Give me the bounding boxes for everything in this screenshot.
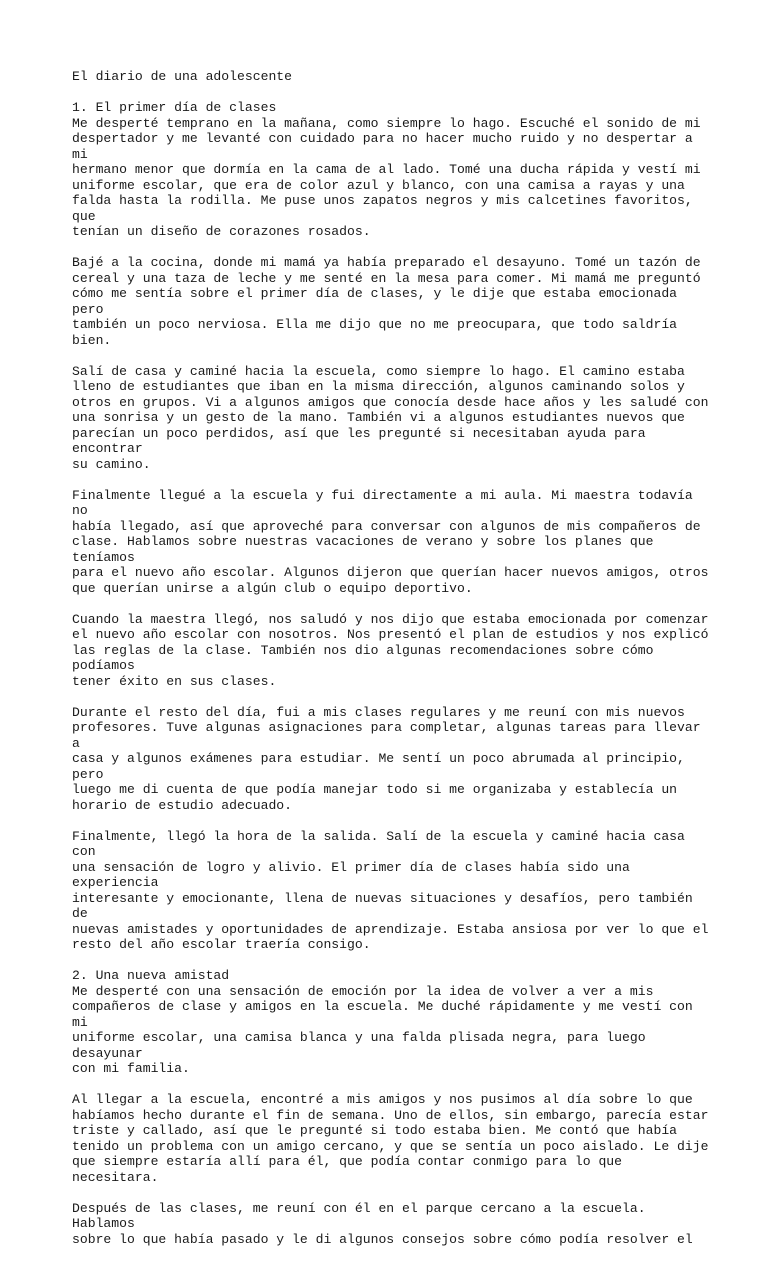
section-heading: 2. Una nueva amistad bbox=[72, 968, 230, 983]
paragraph: Finalmente llegué a la escuela y fui directamente a mi aula. Mi maestra todavía no había llegado, así que aproveché para conversar con algunos de mis compañeros de clase. Hablamos sobre nuestras vacaciones de verano y sobre los planes que teníamos para el nuevo año escolar. Algunos dijeron que querían hacer nuevos amigos, otros que querían unirse a algún club o equipo deportivo. bbox=[72, 487, 709, 596]
paragraph: Después de las clases, me reuní con él en el parque cercano a la escuela. Hablamos sobre lo que había pasado y le di algunos consejos sobre cómo podía resolver el bbox=[72, 1200, 693, 1247]
paragraph: Finalmente, llegó la hora de la salida. Salí de la escuela y caminé hacia casa con una sensación de logro y alivio. El primer día de clases había sido una experiencia interesante y emocionante, llena de nuevas situaciones y desafíos, pero también de nuevas amistades y oportunidades de aprendizaje. Estaba ansiosa por ver lo que el resto del año escolar traería consigo. bbox=[72, 828, 709, 952]
document-title: El diario de una adolescente bbox=[72, 69, 293, 84]
paragraph: Bajé a la cocina, donde mi mamá ya había preparado el desayuno. Tomé un tazón de cereal y una taza de leche y me senté en la mesa para comer. Mi mamá me preguntó cómo me sentía sobre el primer día de clases, y le dije que estaba emocionada pero también un poco nerviosa. Ella me dijo que no me preocupara, que todo saldría bien. bbox=[72, 255, 701, 348]
section-heading: 1. El primer día de clases bbox=[72, 100, 277, 115]
document-page bbox=[72, 69, 712, 1263]
paragraph: Salí de casa y caminé hacia la escuela, como siempre lo hago. El camino estaba lleno de estudiantes que iban en la misma dirección, algunos caminando solos y otros en grupos. Vi a algunos amigos que conocía desde hace años y les saludé con una sonrisa y un gesto de la mano. También vi a algunos estudiantes nuevos que parecían un poco perdidos, así que les pregunté si necesitaban ayuda para encontrar su camino. bbox=[72, 363, 709, 472]
section-first-day bbox=[72, 100, 712, 953]
paragraph: Cuando la maestra llegó, nos saludó y nos dijo que estaba emocionada por comenzar el nuevo año escolar con nosotros. Nos presentó el plan de estudios y nos explicó las reglas de la clase. También nos dio algunas recomendaciones sobre cómo podíamos tener éxito en sus clases. bbox=[72, 611, 709, 689]
paragraph: Me desperté con una sensación de emoción por la idea de volver a ver a mis compañeros de clase y amigos en la escuela. Me duché rápidamente y me vestí con mi uniforme escolar, una camisa blanca y una falda plisada negra, para luego desayunar con mi familia. bbox=[72, 983, 693, 1076]
paragraph: Al llegar a la escuela, encontré a mis amigos y nos pusimos al día sobre lo que habíamos hecho durante el fin de semana. Uno de ellos, sin embargo, parecía estar triste y callado, así que le pregunté si todo estaba bien. Me contó que había tenido un problema con un amigo cercano, y que se sentía un poco aislado. Le dije que siempre estaría allí para él, que podía contar conmigo para lo que necesitara. bbox=[72, 1092, 709, 1185]
paragraph: Durante el resto del día, fui a mis clases regulares y me reuní con mis nuevos profesores. Tuve algunas asignaciones para completar, algunas tareas para llevar a casa y algunos exámenes para estudiar. Me sentí un poco abrumada al principio, pero luego me di cuenta de que podía manejar todo si me organizaba y establecía un horario de estudio adecuado. bbox=[72, 704, 701, 813]
section-new-friendship bbox=[72, 968, 712, 1247]
paragraph: Me desperté temprano en la mañana, como siempre lo hago. Escuché el sonido de mi despertador y me levanté con cuidado para no hacer mucho ruido y no despertar a mi hermano menor que dormía en la cama de al lado. Tomé una ducha rápida y vestí mi uniforme escolar, que era de color azul y blanco, con una camisa a rayas y una falda hasta la rodilla. Me puse unos zapatos negros y mis calcetines favoritos, que tenían un diseño de corazones rosados. bbox=[72, 115, 701, 239]
